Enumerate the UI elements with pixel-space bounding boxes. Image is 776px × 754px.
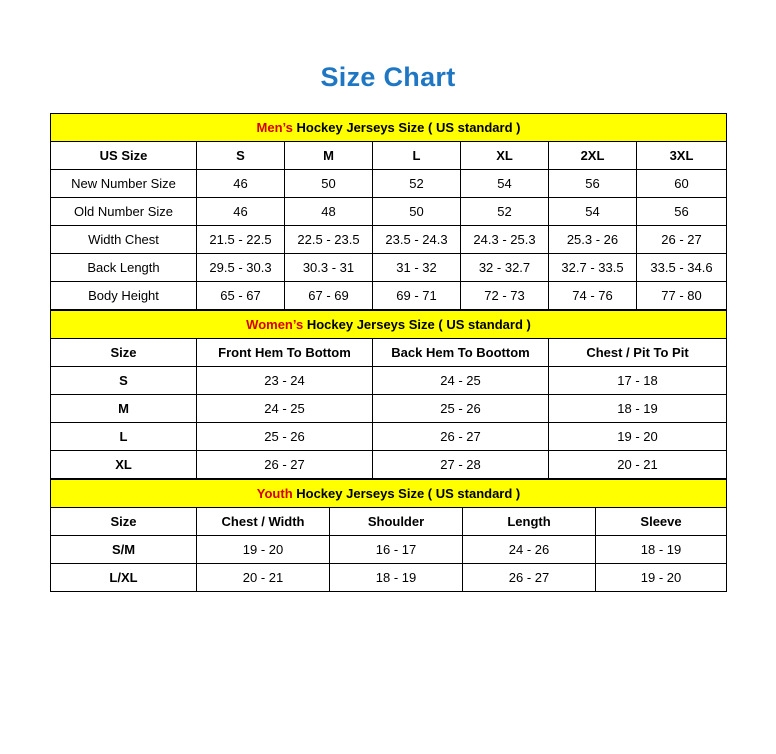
mens-size-table: [50, 113, 727, 310]
mens-row-0-cell-1: 50: [285, 170, 373, 198]
youth-col-head-1: Chest / Width: [197, 508, 330, 536]
womens-row-2-label: L: [51, 423, 197, 451]
mens-row-0-cell-2: 52: [373, 170, 461, 198]
mens-row-1-cell-5: 56: [637, 198, 727, 226]
mens-row-2-cell-2: 23.5 - 24.3: [373, 226, 461, 254]
mens-row-1-cell-1: 48: [285, 198, 373, 226]
womens-row-1-cell-1: 25 - 26: [373, 395, 549, 423]
table-section-header-row: [51, 480, 727, 508]
womens-row-2-cell-2: 19 - 20: [549, 423, 727, 451]
mens-row-1-cell-4: 54: [549, 198, 637, 226]
womens-row-3-cell-1: 27 - 28: [373, 451, 549, 479]
womens-col-head-2: Back Hem To Boottom: [373, 339, 549, 367]
mens-row-4-label: Body Height: [51, 282, 197, 310]
youth-row-1-cell-0: 20 - 21: [197, 564, 330, 592]
womens-row-1-cell-0: 24 - 25: [197, 395, 373, 423]
table-row: [51, 282, 727, 310]
table-row: [51, 198, 727, 226]
youth-row-0-cell-1: 16 - 17: [330, 536, 463, 564]
mens-row-1-cell-3: 52: [461, 198, 549, 226]
womens-section-header: [51, 311, 727, 339]
mens-row-2-label: Width Chest: [51, 226, 197, 254]
table-row: [51, 536, 727, 564]
womens-row-2-cell-1: 26 - 27: [373, 423, 549, 451]
womens-col-head-1: Front Hem To Bottom: [197, 339, 373, 367]
mens-col-head-2: M: [285, 142, 373, 170]
mens-col-head-4: XL: [461, 142, 549, 170]
mens-col-head-5: 2XL: [549, 142, 637, 170]
mens-row-3-cell-4: 32.7 - 33.5: [549, 254, 637, 282]
mens-row-1-label: Old Number Size: [51, 198, 197, 226]
youth-row-0-label: S/M: [51, 536, 197, 564]
youth-col-head-0: Size: [51, 508, 197, 536]
youth-row-1-label: L/XL: [51, 564, 197, 592]
womens-row-3-label: XL: [51, 451, 197, 479]
youth-row-1-cell-1: 18 - 19: [330, 564, 463, 592]
table-header-row: [51, 142, 727, 170]
youth-section-header-accent: Youth: [256, 486, 293, 501]
size-chart-page: [0, 62, 776, 754]
mens-section-header-accent: Men’s: [256, 120, 293, 135]
page-title: Size Chart: [320, 62, 456, 92]
table-header-row: [51, 508, 727, 536]
womens-row-1-label: M: [51, 395, 197, 423]
table-row: [51, 226, 727, 254]
table-row: [51, 367, 727, 395]
mens-row-1-cell-2: 50: [373, 198, 461, 226]
mens-row-0-cell-5: 60: [637, 170, 727, 198]
table-row: [51, 170, 727, 198]
mens-row-2-cell-0: 21.5 - 22.5: [197, 226, 285, 254]
table-row: [51, 564, 727, 592]
mens-row-4-cell-2: 69 - 71: [373, 282, 461, 310]
table-section-header-row: [51, 114, 727, 142]
mens-row-2-cell-5: 26 - 27: [637, 226, 727, 254]
mens-row-0-cell-4: 56: [549, 170, 637, 198]
mens-section-header: [51, 114, 727, 142]
womens-col-head-3: Chest / Pit To Pit: [549, 339, 727, 367]
womens-row-0-cell-0: 23 - 24: [197, 367, 373, 395]
mens-row-4-cell-4: 74 - 76: [549, 282, 637, 310]
youth-section-header-rest: Hockey Jerseys Size ( US standard ): [292, 486, 521, 501]
mens-row-0-cell-3: 54: [461, 170, 549, 198]
mens-row-3-cell-0: 29.5 - 30.3: [197, 254, 285, 282]
mens-row-4-cell-5: 77 - 80: [637, 282, 727, 310]
tables-container: [50, 113, 726, 592]
womens-row-0-cell-1: 24 - 25: [373, 367, 549, 395]
mens-row-3-label: Back Length: [51, 254, 197, 282]
table-row: [51, 395, 727, 423]
mens-col-head-0: US Size: [51, 142, 197, 170]
mens-row-4-cell-0: 65 - 67: [197, 282, 285, 310]
table-header-row: [51, 339, 727, 367]
mens-row-4-cell-3: 72 - 73: [461, 282, 549, 310]
mens-col-head-3: L: [373, 142, 461, 170]
mens-row-4-cell-1: 67 - 69: [285, 282, 373, 310]
mens-row-3-cell-1: 30.3 - 31: [285, 254, 373, 282]
youth-size-table: [50, 479, 727, 592]
womens-col-head-0: Size: [51, 339, 197, 367]
womens-row-2-cell-0: 25 - 26: [197, 423, 373, 451]
womens-row-3-cell-2: 20 - 21: [549, 451, 727, 479]
mens-row-0-cell-0: 46: [197, 170, 285, 198]
womens-row-0-label: S: [51, 367, 197, 395]
mens-section-header-rest: Hockey Jerseys Size ( US standard ): [292, 120, 521, 135]
youth-col-head-2: Shoulder: [330, 508, 463, 536]
mens-row-3-cell-5: 33.5 - 34.6: [637, 254, 727, 282]
womens-row-3-cell-0: 26 - 27: [197, 451, 373, 479]
mens-col-head-6: 3XL: [637, 142, 727, 170]
mens-row-0-label: New Number Size: [51, 170, 197, 198]
mens-row-2-cell-3: 24.3 - 25.3: [461, 226, 549, 254]
table-section-header-row: [51, 311, 727, 339]
table-row: [51, 423, 727, 451]
youth-section-header: [51, 480, 727, 508]
womens-size-table: [50, 310, 727, 479]
womens-row-0-cell-2: 17 - 18: [549, 367, 727, 395]
mens-row-3-cell-2: 31 - 32: [373, 254, 461, 282]
mens-row-3-cell-3: 32 - 32.7: [461, 254, 549, 282]
youth-col-head-3: Length: [463, 508, 596, 536]
mens-row-2-cell-4: 25.3 - 26: [549, 226, 637, 254]
youth-row-0-cell-2: 24 - 26: [463, 536, 596, 564]
youth-col-head-4: Sleeve: [596, 508, 727, 536]
youth-row-0-cell-3: 18 - 19: [596, 536, 727, 564]
table-row: [51, 451, 727, 479]
mens-row-1-cell-0: 46: [197, 198, 285, 226]
youth-row-0-cell-0: 19 - 20: [197, 536, 330, 564]
table-row: [51, 254, 727, 282]
mens-col-head-1: S: [197, 142, 285, 170]
mens-row-2-cell-1: 22.5 - 23.5: [285, 226, 373, 254]
womens-section-header-rest: Hockey Jerseys Size ( US standard ): [303, 317, 531, 332]
youth-row-1-cell-3: 19 - 20: [596, 564, 727, 592]
youth-row-1-cell-2: 26 - 27: [463, 564, 596, 592]
womens-row-1-cell-2: 18 - 19: [549, 395, 727, 423]
womens-section-header-accent: Women’s: [246, 317, 304, 332]
